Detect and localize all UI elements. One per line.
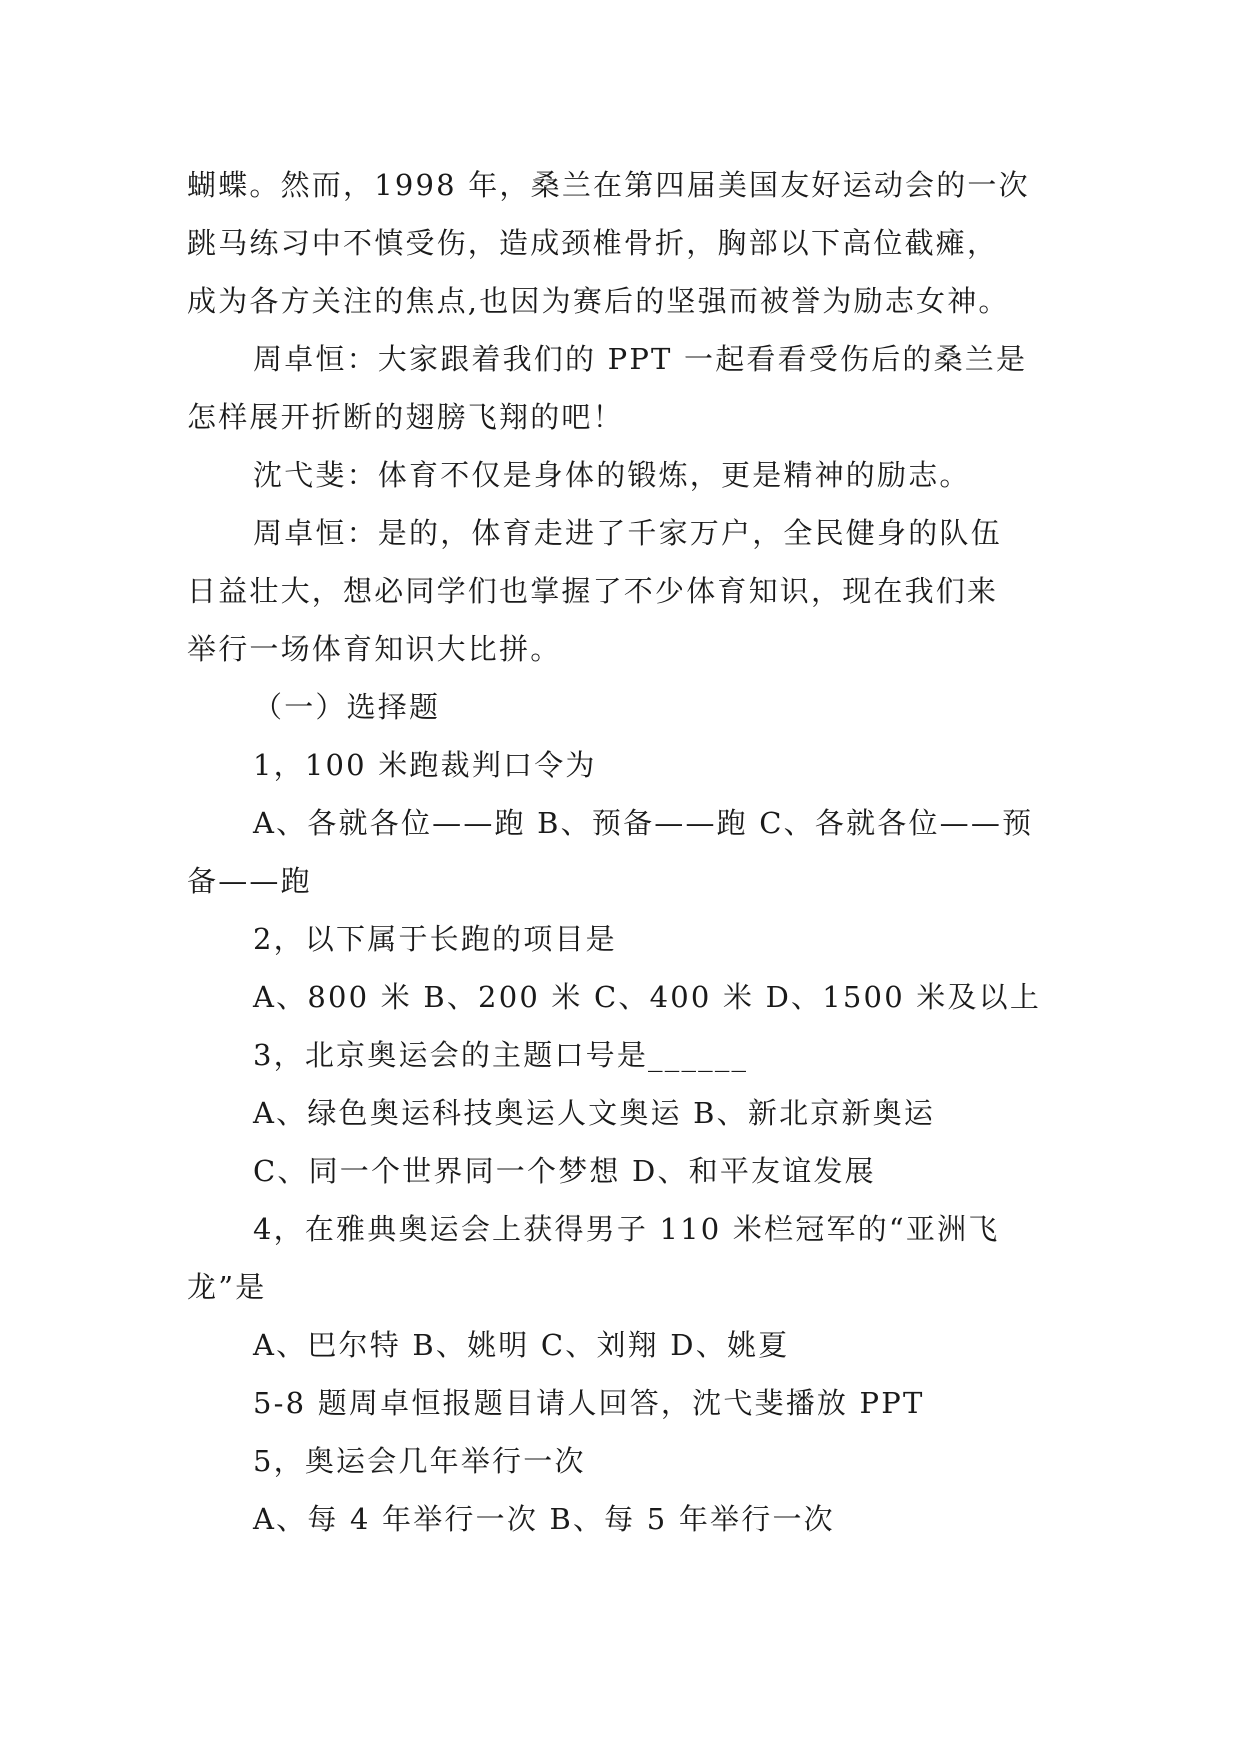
- section-heading: （一）选择题: [253, 690, 441, 724]
- question-1-options: A、各就各位——跑 B、预备——跑 C、各就各位——预: [253, 806, 1034, 840]
- question-3-options-continued: C、同一个世界同一个梦想 D、和平友谊发展: [253, 1154, 876, 1188]
- dialogue-line: 周卓恒：是的，体育走进了千家万户，全民健身的队伍: [253, 516, 1002, 550]
- text-line: 成为各方关注的焦点,也因为赛后的坚强而被誉为励志女神。: [187, 284, 1010, 318]
- text-line: 日益壮大，想必同学们也掌握了不少体育知识，现在我们来: [187, 574, 999, 608]
- question-4-options: A、巴尔特 B、姚明 C、刘翔 D、姚夏: [253, 1328, 790, 1362]
- text-line: 跳马练习中不慎受伤，造成颈椎骨折，胸部以下高位截瘫，: [187, 226, 999, 260]
- question-3: 3，北京奥运会的主题口号是______: [253, 1038, 749, 1072]
- text-line: 蝴蝶。然而，1998 年，桑兰在第四届美国友好运动会的一次: [187, 168, 1030, 202]
- question-2-options: A、800 米 B、200 米 C、400 米 D、1500 米及以上: [253, 980, 1042, 1014]
- question-1: 1，100 米跑裁判口令为: [253, 748, 597, 782]
- question-1-options-continued: 备——跑: [187, 864, 312, 898]
- instruction-line: 5-8 题周卓恒报题目请人回答，沈弋斐播放 PPT: [253, 1386, 925, 1420]
- question-5-options: A、每 4 年举行一次 B、每 5 年举行一次: [253, 1502, 835, 1536]
- question-5: 5，奥运会几年举行一次: [253, 1444, 586, 1478]
- dialogue-line: 沈弋斐：体育不仅是身体的锻炼，更是精神的励志。: [253, 458, 971, 492]
- dialogue-line: 周卓恒：大家跟着我们的 PPT 一起看看受伤后的桑兰是: [253, 342, 1028, 376]
- question-2: 2，以下属于长跑的项目是: [253, 922, 617, 956]
- question-4-continued: 龙”是: [187, 1270, 267, 1304]
- question-3-options: A、绿色奥运科技奥运人文奥运 B、新北京新奥运: [253, 1096, 936, 1130]
- text-line: 举行一场体育知识大比拼。: [187, 632, 562, 666]
- text-line: 怎样展开折断的翅膀飞翔的吧！: [187, 400, 624, 434]
- question-4: 4，在雅典奥运会上获得男子 110 米栏冠军的“亚洲飞: [253, 1212, 1000, 1246]
